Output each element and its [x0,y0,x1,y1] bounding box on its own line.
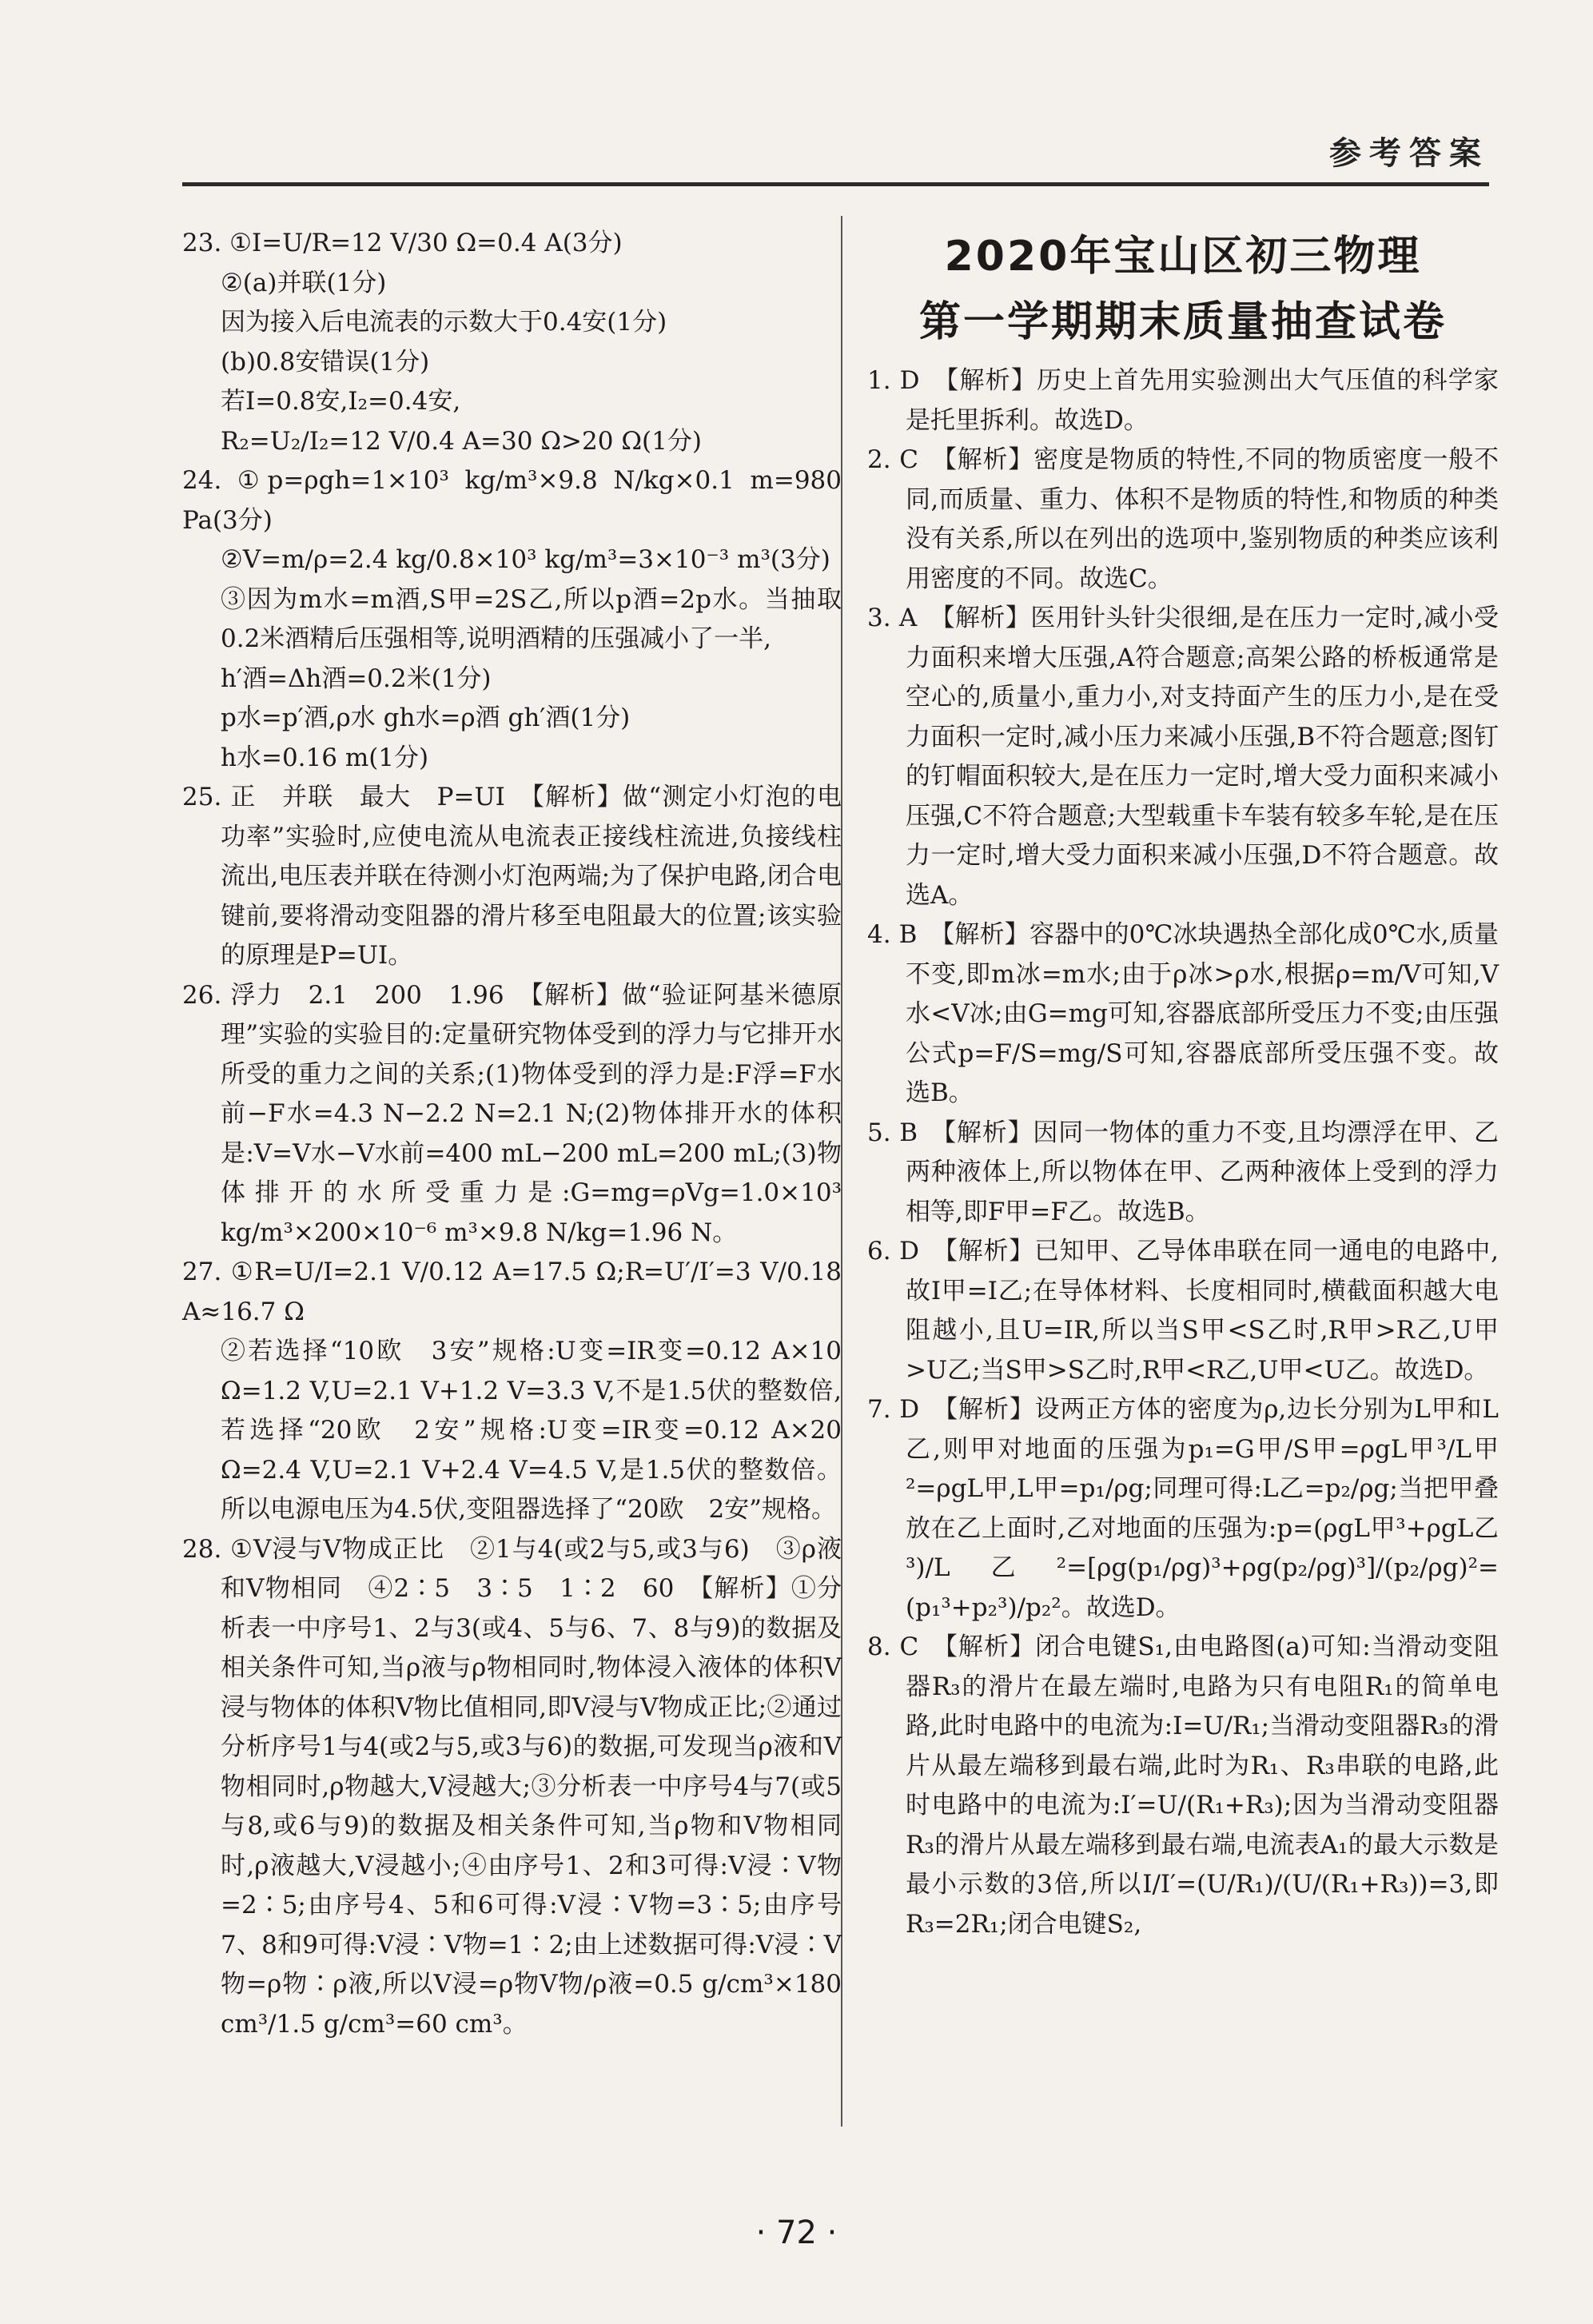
header-title: 参考答案 [1329,135,1489,172]
answer-27 [182,1253,842,1530]
answer-24-line-6: h水=0.16 m(1分) [221,743,429,772]
answer-4 [867,915,1499,1114]
answer-4-text: 4. B 【解析】容器中的0℃冰块遇热全部化成0℃水,质量不变,即m冰=m水;由于ρ冰>ρ水,根据ρ=m/V可知,V水<V冰;由G=mg可知,容器底部所受压力不变;由压强公式p=F/S=mg/S可知,容器底部所受压强不变。故选B。 [867,920,1499,1107]
answer-24-line-3: ③因为m水=m酒,S甲=2S乙,所以p酒=2p水。当抽取0.2米酒精后压强相等,说明酒精的压强减小了一半, [221,584,842,653]
answer-5-text: 5. B 【解析】因同一物体的重力不变,且均漂浮在甲、乙两种液体上,所以物体在甲、乙两种液体上受到的浮力相等,即F甲=F乙。故选B。 [867,1118,1499,1226]
header-rule [182,182,1489,186]
answer-1 [867,361,1499,440]
answer-1-text: 1. D 【解析】历史上首先用实验测出大气压值的科学家是托里拆利。故选D。 [867,366,1499,435]
answer-24-line-5: p水=p′酒,ρ水 gh水=ρ酒 gh′酒(1分) [221,704,631,732]
answer-5 [867,1114,1499,1233]
answer-24-line-1: 24. ①p=ρgh=1×10³ kg/m³×9.8 N/kg×0.1 m=980 Pa(3分) [182,466,842,535]
answer-23-line-6: R₂=U₂/I₂=12 V/0.4 A=30 Ω>20 Ω(1分) [221,426,702,456]
answer-6-text: 6. D 【解析】已知甲、乙导体串联在同一通电的电路中,故I甲=I乙;在导体材料、长度相同时,横截面积越大电阻越小,且U=IR,所以当S甲<S乙时,R甲>R乙,U甲>U乙;当S甲>S乙时,R甲<R乙,U甲<U乙。故选D。 [867,1237,1499,1385]
page-number: · 72 · [755,2214,838,2251]
paper-title [867,224,1499,355]
answer-23-line-2: ②(a)并联(1分) [221,268,387,297]
answer-23-line-4: (b)0.8安错误(1分) [221,347,430,377]
paper-title-line-2: 第一学期期末质量抽查试卷 [918,298,1447,346]
answer-24-line-4: h′酒=Δh酒=0.2米(1分) [221,664,492,693]
answer-23-line-1: 23. ①I=U/R=12 V/30 Ω=0.4 A(3分) [182,229,623,257]
answer-27-line-2: ②若选择“10欧 3安”规格:U变=IR变=0.12 A×10 Ω=1.2 V,U=2.1 V+1.2 V=3.3 V,不是1.5伏的整数倍,若选择“20欧 2安”规格:U变=IR变=0.12 A×20 Ω=2.4 V,U=2.1 V+2.4 V=4.5 V,是1.5伏的整数倍。所以电源电压为4.5伏,变阻器选择了“20欧 2安”规格。 [221,1337,842,1524]
answer-3-text: 3. A 【解析】医用针头针尖很细,是在压力一定时,减小受力面积来增大压强,A符合题意;高架公路的桥板通常是空心的,质量小,重力小,对支持面产生的压力小,是在受力面积一定时,减小压力来减小压强,B不符合题意;图钉的钉帽面积较大,是在压力一定时,增大受力面积来减小压强,C不符合题意;大型载重卡车装有较多车轮,是在压力一定时,增大受力面积来减小压强,D不符合题意。故选A。 [867,604,1499,910]
answer-27-line-1: 27. ①R=U/I=2.1 V/0.12 A=17.5 Ω;R=U′/I′=3 V/0.18 A≈16.7 Ω [182,1258,842,1326]
answer-23-line-5: 若I=0.8安,I₂=0.4安, [221,387,461,416]
answer-7 [867,1390,1499,1628]
paper-title-line-1: 2020年宝山区初三物理 [944,233,1422,281]
answer-2 [867,440,1499,599]
answer-24-line-2: ②V=m/ρ=2.4 kg/0.8×10³ kg/m³=3×10⁻³ m³(3分) [221,545,830,574]
answer-8-text: 8. C 【解析】闭合电键S₁,由电路图(a)可知:当滑动变阻器R₃的滑片在最左端时,电路为只有电阻R₁的简单电路,此时电路中的电流为:I=U/R₁;当滑动变阻器R₃的滑片从最左端移到最右端,此时为R₁、R₃串联的电路,此时电路中的电流为:I′=U/(R₁+R₃);因为当滑动变阻器R₃的滑片从最左端移到最右端,电流表A₁的最大示数是最小示数的3倍,所以I/I′=(U/R₁)/(U/(R₁+R₃))=3,即R₃=2R₁;闭合电键S₂, [867,1632,1499,1939]
answer-6 [867,1232,1499,1390]
answer-25-text: 25. 正 并联 最大 P=UI 【解析】做“测定小灯泡的电功率”实验时,应使电流从电流表正接线柱流进,负接线柱流出,电压表并联在待测小灯泡两端;为了保护电路,闭合电键前,要将滑动变阻器的滑片移至电阻最大的位置;该实验的原理是P=UI。 [182,783,842,970]
answer-24 [182,461,842,778]
answer-23-line-3: 因为接入后电流表的示数大于0.4安(1分) [221,308,667,337]
answer-7-text: 7. D 【解析】设两正方体的密度为ρ,边长分别为L甲和L乙,则甲对地面的压强为p₁=G甲/S甲=ρgL甲³/L甲²=ρgL甲,L甲=p₁/ρg;同理可得:L乙=p₂/ρg;当把甲叠放在乙上面时,乙对地面的压强为:p=(ρgL甲³+ρgL乙³)/L乙²=[ρg(p₁/ρg)³+ρg(p₂/ρg)³]/(p₂/ρg)²=(p₁³+p₂³)/p₂²。故选D。 [867,1395,1499,1622]
answer-28 [182,1530,842,2045]
right-column [867,224,1499,1944]
answer-26 [182,976,842,1254]
answer-28-text: 28. ①V浸与V物成正比 ②1与4(或2与5,或3与6) ③ρ液和V物相同 ④2∶5 3∶5 1∶2 60 【解析】①分析表一中序号1、2与3(或4、5与6、7、8与9)的数据及相关条件可知,当ρ液与ρ物相同时,物体浸入液体的体积V浸与物体的体积V物比值相同,即V浸与V物成正比;②通过分析序号1与4(或2与5,或3与6)的数据,可发现当ρ液和V物相同时,ρ物越大,V浸越大;③分析表一中序号4与7(或5与8,或6与9)的数据及相关条件可知,当ρ物和V物相同时,ρ液越大,V浸越小;④由序号1、2和3可得:V浸∶V物=2∶5;由序号4、5和6可得:V浸∶V物=3∶5;由序号7、8和9可得:V浸∶V物=1∶2;由上述数据可得:V浸∶V物=ρ物∶ρ液,所以V浸=ρ物V物/ρ液=0.5 g/cm³×180 cm³/1.5 g/cm³=60 cm³。 [182,1534,842,2039]
answer-3 [867,599,1499,915]
answer-25 [182,778,842,976]
answer-26-text: 26. 浮力 2.1 200 1.96 【解析】做“验证阿基米德原理”实验的实验目的:定量研究物体受到的浮力与它排开水所受的重力之间的关系;(1)物体受到的浮力是:F浮=F水前−F水=4.3 N−2.2 N=2.1 N;(2)物体排开水的体积是:V=V水−V水前=400 mL−200 mL=200 mL;(3)物体排开的水所受重力是:G=mg=ρVg=1.0×10³ kg/m³×200×10⁻⁶ m³×9.8 N/kg=1.96 N。 [182,980,842,1247]
answer-23 [182,224,842,461]
answer-8 [867,1628,1499,1944]
answer-2-text: 2. C 【解析】密度是物质的特性,不同的物质密度一般不同,而质量、重力、体积不是物质的特性,和物质的种类没有关系,所以在列出的选项中,鉴别物质的种类应该利用密度的不同。故选C。 [867,445,1499,593]
left-column [182,224,842,2044]
